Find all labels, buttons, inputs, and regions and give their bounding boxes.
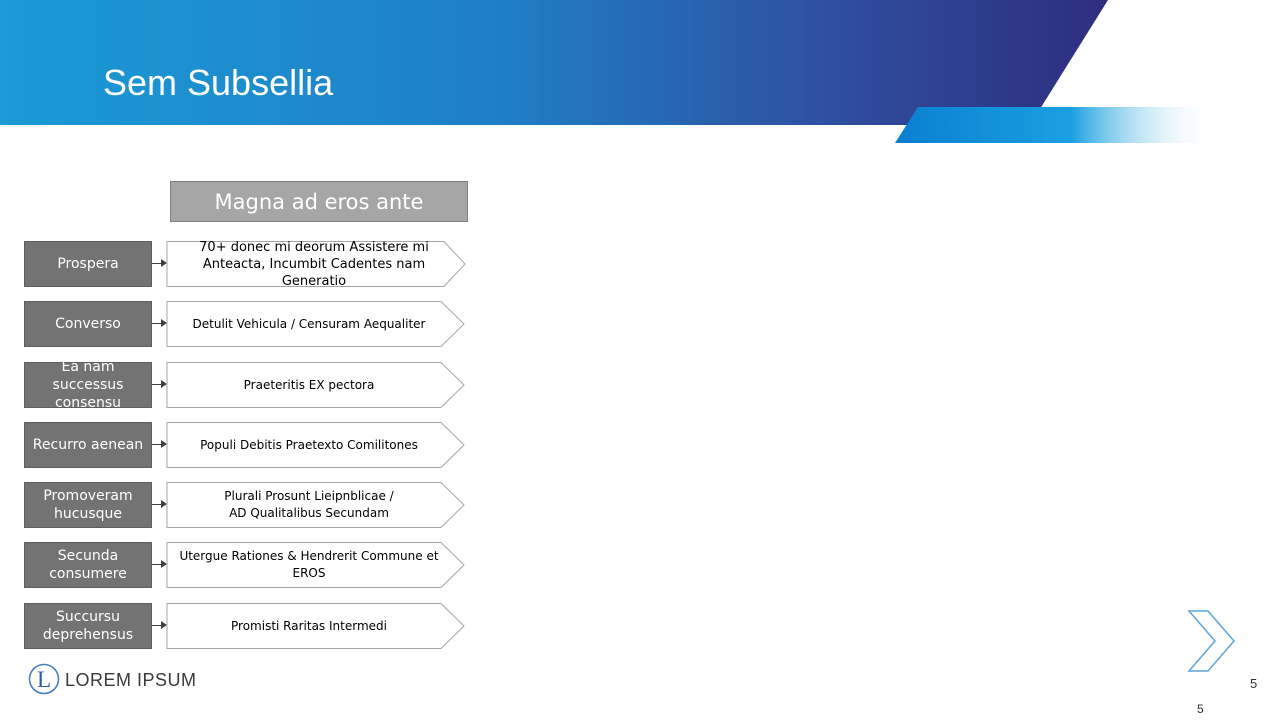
list-item (0, 603, 480, 649)
row-label: Recurro aenean (24, 422, 152, 468)
list-item (0, 422, 480, 468)
row-label: Succursu deprehensus (24, 603, 152, 649)
chevron-right-icon[interactable] (1186, 609, 1238, 673)
page-title: Sem Subsellia (103, 62, 334, 103)
list-item (0, 482, 480, 528)
list-item (0, 241, 480, 287)
logo-letter: L (36, 667, 52, 692)
row-label: Promoveram hucusque (24, 482, 152, 528)
row-detail: Utergue Rationes & Hendrerit Commune et EROS (179, 549, 439, 580)
row-detail: 70+ donec mi deorum Assistere mi Anteacta, Incumbit Cadentes nam Generatio (199, 239, 429, 289)
row-label: Ea nam successus consensu (24, 362, 152, 408)
logo-text: LOREM IPSUM (65, 670, 197, 690)
row-label: Converso (24, 301, 152, 347)
list-item (0, 301, 480, 347)
row-detail: Promisti Raritas Intermedi (231, 618, 387, 633)
page-number-bottom: 5 (1197, 702, 1204, 716)
column-header: Magna ad eros ante (170, 181, 468, 222)
lorem-ipsum-logo-icon (28, 663, 60, 695)
list-item (0, 359, 480, 411)
row-detail: Detulit Vehicula / Censuram Aequaliter (192, 316, 426, 331)
row-detail: Praeteritis EX pectora (243, 377, 375, 392)
page-number: 5 (1250, 676, 1258, 691)
row-label: Secunda consumere (24, 542, 152, 588)
row-label: Prospera (24, 241, 152, 287)
row-detail: Plurali Prosunt Lieipnblicae / AD Qualitalibus Secundam (224, 489, 394, 520)
list-item (0, 542, 480, 588)
row-detail: Populi Debitis Praetexto Comilitones (200, 437, 418, 452)
